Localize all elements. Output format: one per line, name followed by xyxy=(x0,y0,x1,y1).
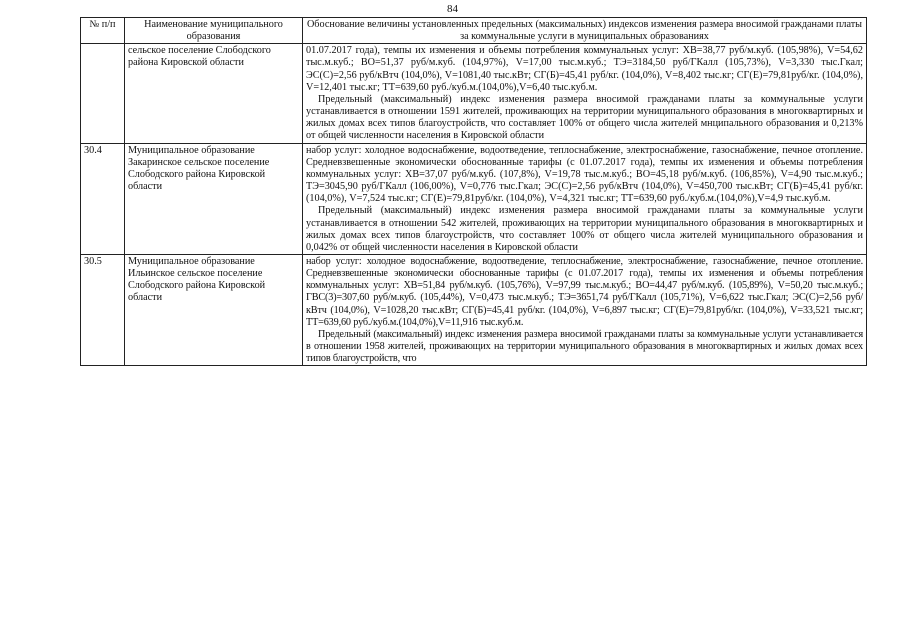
row-number: 30.5 xyxy=(81,254,125,365)
table-row xyxy=(81,44,867,143)
table-row xyxy=(81,254,867,365)
tariffs-paragraph: набор услуг: холодное водоснабжение, водоотведение, теплоснабжение, электроснабжение, газоснабжение, печное отопление. Средневзвешенные экономически обоснованные тарифы (с 01.07.2017 года), темпы их изменения и объемы потребления коммунальных услуг: ХВ=37,07 руб/м.куб. (107,8%), V=19,78 тыс.м.куб.; ВО=45,18 руб/м.куб. (106,85%), V=4,90 тыс.м.куб.; ТЭ=3045,90 руб/ГКалл (106,00%), V=0,776 тыс.Гкал; ЭС(С)=2,56 руб/кВтч (104,0%), V=450,700 тыс.кВт; СГ(Б)=45,41 руб/кг. (104,0%), V=7,524 тыс.кг; СГ(Е)=79,81руб/кг. (104,0%), V=4,321 тыс.кг; ТТ=639,60 руб./куб.м.(104,0%),V=4,9 тыс.куб.м. xyxy=(306,144,863,205)
row-number xyxy=(81,44,125,143)
tariffs-paragraph: 01.07.2017 года), темпы их изменения и объемы потребления коммунальных услуг: ХВ=38,77 руб/м.куб. (105,98%), V=54,62 тыс.м.куб.; ВО=51,37 руб/м.куб. (104,97%), V=17,00 тыс.м.куб.; ТЭ=3184,50 руб/ГКалл (105,73%), V=3,330 тыс.Гкал; ЭС(С)=2,56 руб/кВтч (104,0%), V=1081,40 тыс.кВт; СГ(Б)=45,41 руб/кг. (104,0%), V=8,402 тыс.кг; СГ(Е)=79,81руб/кг. (104,0%), V=12,401 тыс.кг; ТТ=639,60 руб./куб.м.(104,0%),V=6,40 тыс.куб.м. xyxy=(306,45,863,93)
population-paragraph: Предельный (максимальный) индекс изменения размера вносимой гражданами платы за коммунальные услуги устанавливается в отношении 1958 жителей, проживающих на территории муниципального образования в многоквартирных и жилых домах всех типов благоустройств, что xyxy=(306,328,863,365)
row-justification xyxy=(303,254,867,365)
row-justification xyxy=(303,143,867,254)
header-number: № п/п xyxy=(81,18,125,44)
row-municipality-name: сельское поселение Слободского района Кировской области xyxy=(125,44,303,143)
page-number: 84 xyxy=(447,3,458,15)
row-municipality-name: Муниципальное образование Закаринское сельское поселение Слободского района Кировской области xyxy=(125,143,303,254)
row-municipality-name: Муниципальное образование Ильинское сельское поселение Слободского района Кировской области xyxy=(125,254,303,365)
tariffs-paragraph: набор услуг: холодное водоснабжение, водоотведение, теплоснабжение, электроснабжение, газоснабжение, печное отопление. Средневзвешенные экономически обоснованные тарифы (с 01.07.2017 года), темпы их изменения и объемы потребления коммунальных услуг: ХВ=51,84 руб/м.куб. (105,76%), V=97,99 тыс.м.куб.; ВО=44,47 руб/м.куб. (105,89%), V=50,20 тыс.м.куб.; ГВС(3)=307,60 руб/м.куб. (105,44%), V=0,473 тыс.м.куб.; ТЭ=3651,74 руб/ГКалл (105,71%), V=6,622 тыс.Гкал; ЭС(С)=2,56 руб/кВтч (104,0%), V=1028,20 тыс.кВт; СГ(Б)=45,41 руб/кг. (104,0%), V=6,897 тыс.кг; СГ(Е)=79,81руб/кг. (104,0%), V=33,521 тыс.кг; ТТ=639,60 руб./куб.м.(104,0%),V=11,916 тыс.куб.м. xyxy=(306,255,863,328)
population-paragraph: Предельный (максимальный) индекс изменения размера вносимой гражданами платы за коммунальные услуги устанавливается в отношении 1591 жителей, проживающих на территории муниципального образования в многоквартирных и жилых домах всех типов благоустройств, что составляет 100% от общего числа жителей мнципального образования и 0,213% от общей численности населения в Кировской области xyxy=(306,93,863,142)
table-row xyxy=(81,143,867,254)
population-paragraph: Предельный (максимальный) индекс изменения размера вносимой гражданами платы за коммунальные услуги устанавливается в отношении 542 жителей, проживающих на территории муниципального образования в многоквартирных и жилых домах всех типов благоустройств, что составляет 100% от общего числа жителей муниципального образования и 0,042% от общей численности населения в Кировской области xyxy=(306,205,863,253)
header-justification: Обоснование величины установленных предельных (максимальных) индексов изменения размера вносимой гражданами платы за коммунальные услуги в муниципальных образованиях xyxy=(303,18,867,44)
tariff-table xyxy=(80,17,867,366)
table-header-row xyxy=(81,18,867,44)
row-number: 30.4 xyxy=(81,143,125,254)
row-justification xyxy=(303,44,867,143)
header-municipality-name: Наименование муниципального образования xyxy=(125,18,303,44)
